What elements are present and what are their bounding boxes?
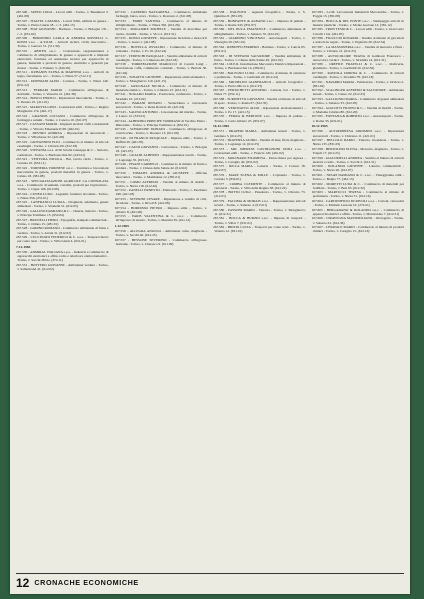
register-entry: 267.593 - GALLIGNIO MARIA - Commercio di generi alimentari - Torino, v. Saluzzo 33. (612.05) xyxy=(311,97,404,106)
register-entry: 267.524 - CUNEO LUIGI - Legnami, fornitura tavolame - Torino, v. Nizza 356. (251.01) xyxy=(16,191,109,200)
register-entry: 267.560 - DEL DUCA EMANUELE - Commercio ambulante di abbigliamento - Torino, v. Saluzzo 70. (612.25) xyxy=(213,27,306,36)
register-entry: 267.585 - TRON TESIO & C. - Lavori edili - Torino, v. Gian Carlo Cavalli 1 bis. (461.05) xyxy=(311,27,404,36)
register-entry: 267.534 - MOGLIORE MICHELE - Vendita di macchine per cucire, ricambi - Torino, v. Vico 2. (612.31) xyxy=(114,27,207,36)
register-entry: 267.595 - FONTANA & ROBERTO s.n.c. - Autotrasporti - Torino, v. Roma 33. (631.01) xyxy=(311,114,404,123)
register-entry: 267.574 - MOLINARO FILOMENA - Parrucchiera per signora - Torino, v. Caraglio 40. (831.02) xyxy=(213,155,306,164)
register-entry: 267.584 - BOCCA & DEL PONTE s.n.c. - Stampaggio articoli in materie plastiche - Torino, v. Monte Asolone 12. (381.12) xyxy=(311,18,404,27)
register-entry: 267.567 - PERSICHETTI ANTONIO - Latteria, bar - Torino, v. Nizza 77. (652.11) xyxy=(213,88,306,97)
register-entry: 267.607 - CHIAVALE MARIO - Commercio al minuto di prodotti chimici - Torino, v. Caraglio 15. (612.16) xyxy=(311,225,404,234)
register-entry: 267.548 - GUALDI ALBERTO - Rappresentanze tessili - Torino, v. Lagrange 35. (615.01) xyxy=(114,153,207,162)
register-entry: 267.521 - VENTURA NICOLA - Bar, tavola calda - Torino, v. Cernaia 10. (652.11) xyxy=(16,157,109,166)
register-entry: 267.580 - PASSONI MARIO - Vetreria - Torino, v. Monginevro 11. (612.31) xyxy=(213,207,306,216)
register-entry: 267.558 - ITALFOTO - Agenzia fotografica - Torino, v. S. Quintino 8. (831.03) xyxy=(213,10,306,19)
register-entry: 267.594 - GIACOTTI FILIPPO & C. - Vendita di mobili - Torino, v. Madama Cristina 80. (612.20) xyxy=(311,105,404,114)
register-entry: 267.525 - LANFRANCO LUIGIA - Drogheria, salumeria, generi alimentari - Torino, v. Stradella 51. (612.05) xyxy=(16,200,109,209)
register-entry: 267.587 - LA MASSONERIA s.n.c. - Vendita di merceria e filati - Torino, v. Cibrario 21. (612.25) xyxy=(311,44,404,53)
register-entry: 267.512 - DONNIANI ALDO - Corriere - Torino, v. Nizza 149. (631.22) xyxy=(16,78,109,87)
register-entry: 267.561 - GIARDINO VINCENZO - Autotrasporti - Torino, v. Vinzaglio 29. (631.01) xyxy=(213,36,306,45)
register-entry: 267.536 - BOVELLA OSVALDO - Commercio al minuto di calzature - Torino, v. Po 18. (612.24) xyxy=(114,44,207,53)
publication-title: CRONACHE ECONOMICHE xyxy=(34,578,139,587)
register-entry: 267.519 - GIOVANNINI ELIO - Commercio al minuto di articoli casalinghi - Torino, v. Cibrario 66. (612.18) xyxy=(16,139,109,148)
register-entry: 267.578 - BOTTO LUIGI - Panetteria - Torino, v. Cibrario 73. (212.01) xyxy=(213,190,306,199)
register-entry: 267.523 - SPECIALIZZAZIONI AGRICOLE LA CONSOLATA s.a.s. - Commercio di sementi, concimi, prodotti per l'agricoltura - Torino, v. Cigna 106. (612.09) xyxy=(16,178,109,192)
date-heading: 16-12-1965 xyxy=(213,124,230,129)
register-entry: 267.572 - TRAVERSA GUIDO - Vendita di lane, filati, maglieria - Torino, v. Lagrange 12. (612.25) xyxy=(213,138,306,147)
register-columns xyxy=(16,10,404,572)
page-number: 12 xyxy=(16,575,30,590)
register-entry: 267.605 - BERGADANO & ROLANDO s.n.c. - Commercio di apparecchi elettrici e affini - Torino, v. Montevideo 7. (612.31) xyxy=(311,207,404,216)
register-entry: 267.596 - AUTOIMPRESA GIROMINI s.n.c. - Riparazioni autoveicoli - Torino, v. Chivasso 11. (421.01) xyxy=(311,129,404,138)
register-entry: 267.513 - FERRARI MARIO - Commercio all'ingrosso di dolciumi - Torino, v. Varsavia 21. (461.38) xyxy=(16,87,109,96)
register-entry: 267.517 - CASSANI MARIO - Impianti elettrici civili e industriali - Torino, c. Vittorio Emanuele II 68. (462.01) xyxy=(16,122,109,131)
register-entry: 267.583 - L.I.M. Lavorazioni Industriali Meccaniche - Torino, v. Foggia 15. (381.08) xyxy=(311,10,404,19)
register-entry: 267.535 - ROSSO GIUSEPPE - Riparazione biciclette e motocicli - Torino, v. Aosta 1. (421.08) xyxy=(114,36,207,45)
register-entry: 267.579 - FACOMA & MORAIS s.n.c. - Rappresentanze articoli tecnici - Torino, v. Saluzzo 4. (615.01) xyxy=(213,199,306,208)
register-entry: 267.571 - DRAPERI MARIA - Ambulante tessuti - Torino, v. Gaidano 3. (612.25) xyxy=(213,129,306,138)
register-entry: 267.540 - GRUGNALE NICOLA - Commercio al minuto di materiale elettrico - Torino, v. Cibrario 47. (612.31) xyxy=(114,83,207,92)
register-entry: 267.547 - CAUDI GIOVANNI - Carrozziere - Torino, v. Bologna 18. (421.05) xyxy=(114,144,207,153)
register-entry: 267.544 - ALBERINO PRINCIPE TOMMASO di Vecchio Pietro - Ristorante - Torino, v. Principe Tommaso 4. (652.01) xyxy=(114,118,207,127)
register-entry: 267.550 - TOMATIS ANDREA & GIUSEPPE - Officina meccanica - Torino, v. Maddalene 12. (381.01) xyxy=(114,170,207,179)
register-entry: 267.516 - GRANDIS LUCIANO - Commercio all'ingrosso di formaggi e salumi - Torino, v. Canova 10. (611.07) xyxy=(16,113,109,122)
register-entry: 267.576 - MARE ELENA & MILLE - Copisteria - Torino, v. Cernaia 3. (834.01) xyxy=(213,172,306,182)
register-entry: 267.566 - MICHELINI GIANFRANCO - Articoli fotografici - Torino, v. Pietro Micca 4. (612.33) xyxy=(213,79,306,88)
register-entry: 267.551 - COMO ALFREDO - Vendita al minuto di mobili - Torino, v. Nizza 118. (612.20) xyxy=(114,179,207,188)
column-4 xyxy=(312,10,405,572)
date-heading: 7-12-1965 xyxy=(16,244,31,249)
register-entry: 267.586 - FIGUCCIO ROSARIO - Vendita al minuto di giocattoli e articoli da regalo - Torino, v. Pigafetta 26. (612.34) xyxy=(311,36,404,45)
date-heading: 9-12-1965 xyxy=(114,224,129,229)
register-entry: 267.589 - OREFICE FRATELLI & C. s.n.c. - Oreficeria, gioielleria - Torino, v. Garibaldi 20. (612.36) xyxy=(311,62,404,71)
register-entry: 267.554 - BORDISSO PIETRO - Impresa edile - Torino, v. Alberto 8. (461.06) xyxy=(114,205,207,214)
register-entry: 267.508 - FIAT GIOVANNI - Barbiere - Torino, v. Bologna 135 - c. 2. (651.02) xyxy=(16,27,109,36)
register-entry: 267.552 - ZANELLI ERNESTO - Elettrauto - Torino, c. Peschiera 246. (421.03) xyxy=(114,188,207,197)
register-entry: 267.601 - NEGRI DAMIANO & C. s.n.c. - Tinteggiature edili - Torino, c. Belgio 77. (461.15) xyxy=(311,172,404,182)
register-entry: 267.526 - GALLINO DAMIANO & C. - Osteria, trattoria - Torino, v. Principe Tommaso 15. (652.04) xyxy=(16,209,109,218)
register-entry: 267.568 - TURINETTO GIOVANNI - Vendita al minuto di articoli di sport - Torino, v. Roma 67. (612.35) xyxy=(213,97,306,106)
register-entry: 267.511 - RUBANIN ELENA & MARTINO s.a.s. - Articoli in legno, ferramenta, ecc. - Torino, v. Nizza 57. (512.11) xyxy=(16,70,109,79)
register-entry: 267.507 - ITALTEL CATANIA - Lavori Edili, edilizia in genere - Torino, v. Pietro Giuria 18 - c. 5. (461.13) xyxy=(16,18,109,27)
register-entry: 267.557 - BESSONE SEVERINO - Commercio all'ingrosso bestiame - Torino, v. Cherasco 9. (611.09) xyxy=(114,238,207,247)
register-entry: 267.533 - FIORE SANTINA - Commercio al minuto di abbigliamento - Torino, v. Nizza 302. (612.26) xyxy=(114,18,207,27)
register-entry: 267.592 - SCALINGER ALFREDO & SALVATORE - Ambulante tessuti - Torino, v. Cuneo 22. (612.25) xyxy=(311,88,404,97)
register-entry: 267.590 - RAVIOLA DORINA & C. - Commercio di articoli casalinghi - Torino, v. Stradella 78. (612.18) xyxy=(311,70,404,80)
register-entry: 267.514 - BOSCO ENRICO - Riparazioni meccaniche - Torino, v. S. Donato 25. (411.01) xyxy=(16,96,109,105)
register-entry: 267.518 - DESTRO ANDREA - Riparazioni di autoveicoli - Torino, v. Villarbasse 32. (421.06) xyxy=(16,131,109,140)
register-entry: 267.549 - PISANI CARMELO - Commercio al minuto di frutta e verdura - Torino, v. Chiesa della Salute 42. (612.02) xyxy=(114,162,207,171)
register-entry: 267.597 - BELLOLO DARIO - Tintoria, lavanderia - Torino, v. Nizza 135. (831.05) xyxy=(311,138,404,147)
register-entry: 267.591 - NAVARRO MARIA - Pettinatrice - Torino, v. Orvieto 2. (831.02) xyxy=(311,79,404,88)
register-entry: 267.573 - MIC IMPRESE COSTRUZIONI EDILI s.a.s. - Costruzioni edili - Torino, c. Francia 120. (461.02) xyxy=(213,146,306,155)
column-3 xyxy=(213,10,306,572)
register-entry: 267.598 - BERTOLINO ELENA - Merceria, maglieria - Torino, v. Tripoli 17. (612.25) xyxy=(311,146,404,155)
register-entry: 267.541 - NOGARO MARIA - Pasticceria, confetteria - Torino, v. Stradella 10. (213.02) xyxy=(114,92,207,101)
register-entry: 267.527 - BRUNELLI PIERO - Tipografia, stampati commerciali - Torino, v. Ormea 15. (281.01) xyxy=(16,217,109,226)
register-entry: 267.581 - BOCCA & BURZIO s.n.c. - Imprese di trasporti - Torino, v. Villar 7. (631.01) xyxy=(213,216,306,225)
register-entry: 267.582 - BRIZIO LUCIA - Trasporti per conto terzi - Torino, v. Venaria 12. (631.01) xyxy=(213,225,306,234)
register-entry: 267.563 - DI STEFANO SALVATORE - Vendita ambulante di frutta - Torino, v. Chiesa della Salute 49. (612.02) xyxy=(213,53,306,62)
register-entry: 267.604 - CARTONIFICIO DI RIVOLI s.a.s. - Cartoni, cartoncini - Torino, v. Michele Lessona 10. (272.01) xyxy=(311,199,404,208)
page-footer xyxy=(16,573,404,591)
register-entry: 267.510 - ABITEX s.n.c. - Costruzione, rappresentanza e commercio di abbigliamento in genere e apparecchi e impianti elettronici, fornitura ed assistenza tecnica per apparecchi in genere, materiali e prodotti in genere, elettriche e generali per motori - Torino, v. Palestro 5. (616.05) xyxy=(16,48,109,70)
register-entry: 267.599 - GIACOMELLI ANDREA - Vendita al minuto di articoli elettrici e radio - Torino, v. Sacchi 2. (612.31) xyxy=(311,155,404,164)
register-entry: 267.522 - TORNERIA TORINESE s.n.c. - Tornitura e lavorazioni meccaniche in genere, prodotti metallici in genere - Torino, v. Caluso 18. (381.08) xyxy=(16,165,109,179)
register-entry: 267.577 - COMBA CLEMENTE - Commercio al minuto di cartoleria - Torino, v. Villa della Regina 38. (612.22) xyxy=(213,181,306,190)
register-entry: 267.562 - REBUFFO FERRERO - Barbiere - Torino, v. Lancia 65. (831.01) xyxy=(213,44,306,53)
register-entry: 267.606 - CIRAVEGNA MASSIMILIANO - Orologeria - Torino, v. Saluzzo 61. (612.36) xyxy=(311,216,404,225)
register-entry: 267.539 - TOSATTO GIUSEPPE - Riparazione elettrodomestici - Torino, v. Monginevro 119. (421.15) xyxy=(114,75,207,84)
register-entry: 267.520 - STEFANIA s.a.s. di Di Scialla Giuseppe & C. - Sartoria, confezioni - Torino, v. Bardonecchia 92. (243.01) xyxy=(16,148,109,157)
register-entry: 267.530 - ADMIRAL ITALIANA s.p.a. - Industria e commercio di apparecchi elettronici e affini, radio e televisori, elettrodomestici - Torino, v. Sacchi 28 bis. (372.11) xyxy=(16,250,109,263)
register-entry: 267.575 - RICCA MARIA - Latteria - Torino, v. Cerreto 18. (612.07) xyxy=(213,164,306,173)
register-entry: 267.559 - BONFANTE & ALBANO s.n.c. - Impresa di pulizie - Torino, v. Roma 343. (831.07) xyxy=(213,18,306,27)
register-entry: 267.509 - BORONINO CARLA & ANDREA ROSSELLI L. ROSSI s.a.s. - A.T.O.M. - Articoli tecnici, civili, meccanica - Torino, v. Genova 31. (511.30) xyxy=(16,36,109,49)
register-entry: 267.569 - VEDOVATTO ALDO - Riparazioni elettrodomestici - Torino, v. Po 17. (421.15) xyxy=(213,105,306,114)
register-entry: 267.555 - PARIS VALENTINA & C. s.n.c. - Commercio all'ingrosso di tessuti - Torino, v. Mazzini 39. (611.12) xyxy=(114,214,207,223)
date-heading: 18-12-1965 xyxy=(311,124,328,129)
column-2 xyxy=(115,10,208,572)
register-entry: 267.543 - SALINO ANTONIO - Lavorazione del marmo - Torino, v. Lanzo 12. (333.01) xyxy=(114,109,207,119)
register-entry: 267.564 - I.M.E.R. Installazione Meccanica Elettrica Riparazioni - Torino, v. Bardonecchia 14. (382.01) xyxy=(213,62,306,71)
register-entry: 267.565 - BALEGNO LUIGI - Commercio al minuto di calzature e pelletterie - Torino, v. Garibaldi 22. (612.24) xyxy=(213,70,306,80)
register-entry: 267.537 - TEDESCHI PASQUALE - Vendita ambulante di articoli casalinghi - Torino, v. Cimarosa 46. (612.18) xyxy=(114,53,207,62)
register-entry: 267.602 - MORETTI LUIGI & C. - Commercio di materiali per l'edilizia - Torino, v. Bari 65. (612.32) xyxy=(311,181,404,190)
register-entry: 267.603 - MARTUCCI TERESA - Commercio al minuto di profumeria - Torino, v. Nizza 51. (612.16) xyxy=(311,190,404,199)
register-entry: 267.542 - BARANI RENATO - Verniciatura e carrozzeria autoveicoli - Torino, v. Reiss Romoli 40. (421.04) xyxy=(114,101,207,110)
register-entry: 267.600 - ROLANDO GIUSEPPE - Latteria, commestibili - Torino, v. Nizza 20. (612.07) xyxy=(311,164,404,173)
register-entry: 267.529 - CUCCINATO FEDERICO & C. s.a.s. - Trasporti merci per conto terzi - Torino, v. Villa Giusti 4. (631.01) xyxy=(16,235,109,244)
register-entry: 267.545 - SCHIAVONE DONATO - Commercio all'ingrosso di carni bovine - Torino, v. Dronero 13. (611.09) xyxy=(114,127,207,136)
register-entry: 267.500 - SUPPO LUIGI - Lavori edili - Torino, v. Beaumont 3. (461.08) xyxy=(16,10,109,19)
register-entry: 267.556 - ALLEGRA ANGELO - Ambulante calze, maglieria - Torino, v. Sacchi 40. (612.25) xyxy=(114,229,207,238)
register-entry: 267.538 - TORREFAZIONE MAROCCO di Cerutti Luigi - Torrefazione caffè, commercio coloniali - Torino, v. Bertola 30. (611.04) xyxy=(114,62,207,75)
column-1 xyxy=(16,10,109,572)
register-entry: 267.570 - FERRA & BERTONE s.n.c. - Impresa di pulizie - Torino, v. Carlo Alberto 25. (831.07) xyxy=(213,114,306,123)
register-entry: 267.553 - SEVERINI CESARE - Riparazione e vendita di cicli, biciclette - Torino, v. Rivoli 8. (421.08) xyxy=(114,196,207,206)
register-entry: 267.532 - CAPRERO NAZZARENA - Commercio ambulante formaggi, burro, uova - Torino, v. Rovereto 2. (611.08) xyxy=(114,10,207,19)
register-entry: 267.528 - GODINO ROMANO - Commercio ambulante di frutta e verdura - Torino, v. Artom 31. (612.02) xyxy=(16,226,109,235)
register-entry: 267.546 - DI FRANCO PASQUALE - Impresa edile - Torino, v. Ruffini 20. (461.05) xyxy=(114,136,207,145)
magazine-page xyxy=(10,6,410,594)
register-entry: 267.515 - MAROTTA GINO - Costruzioni edili - Torino, c. Regina Margherita 174. (461.17) xyxy=(16,104,109,114)
register-entry: 267.531 - BOTTERO GIOVANNI - Ambulante verdura - Torino, v. Salbertrand 41. (612.02) xyxy=(16,262,109,272)
register-entry: 267.588 - AUTOCOLORE TRANA di Gamboni Francesco - Autocolori, vernici - Torino, v. Stradella 14. (612.31) xyxy=(311,53,404,62)
